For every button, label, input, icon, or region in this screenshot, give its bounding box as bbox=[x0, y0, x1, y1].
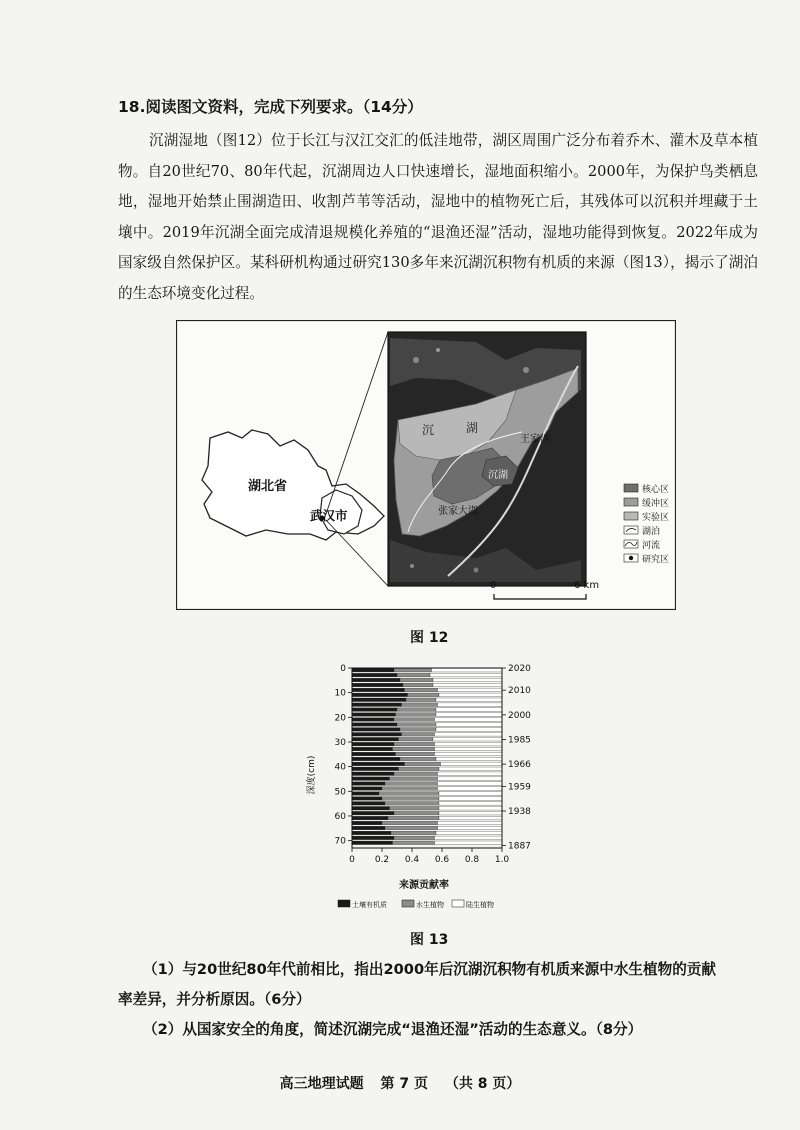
legend-river: 河流 bbox=[642, 541, 661, 551]
bar-segment-1-depth-58 bbox=[394, 811, 439, 815]
bar-segment-0-depth-20 bbox=[352, 718, 394, 722]
sub-question-1-line-1: （1）与20世纪80年代前相比，指出2000年后沉湖沉积物有机质来源中水生植物的贡献 bbox=[143, 961, 716, 978]
bar-segment-1-depth-48 bbox=[382, 787, 438, 791]
bar-segment-1-depth-70 bbox=[393, 841, 435, 845]
bar-segment-2-depth-26 bbox=[435, 733, 503, 737]
bar-segment-1-depth-38 bbox=[405, 762, 441, 766]
question-passage: 沉湖湿地（图12）位于长江与汉江交汇的低洼地带，湖区周围广泛分布着乔木、灌木及草本植物。自20世纪70、80年代起，沉湖周边人口快速增长，湿地面积缩小。2000年，为保护鸟类栖息地，湿地开始禁止围湖造田、收割芦苇等活动，湿地中的植物死亡后，其残体可以沉积并埋藏于土壤中。2019年沉湖全面完成清退规模化养殖的“退渔还湿”活动，湿地功能得到恢复。2022年成为国家级自然保护区。某科研机构通过研究130多年来沉湖沉积物有机质的来源（图13），揭示了湖泊的生态环境变化过程。 bbox=[118, 132, 758, 302]
bar-segment-1-depth-4 bbox=[400, 678, 433, 682]
bar-segment-0-depth-16 bbox=[352, 708, 397, 712]
year-tick-label: 2000 bbox=[508, 710, 531, 721]
y-tick-label: 70 bbox=[334, 836, 346, 847]
legend-buffer: 缓冲区 bbox=[642, 499, 670, 509]
figure-13-caption: 图 13 bbox=[410, 932, 449, 948]
bar-segment-0-depth-52 bbox=[352, 797, 382, 801]
y-tick-label: 0 bbox=[340, 664, 346, 674]
chart-legend bbox=[338, 900, 494, 909]
bar-segment-0-depth-8 bbox=[352, 688, 405, 692]
bar-segment-0-depth-36 bbox=[352, 757, 400, 761]
bar-segment-1-depth-36 bbox=[400, 757, 436, 761]
bar-segment-2-depth-58 bbox=[439, 811, 502, 815]
bar-segment-2-depth-34 bbox=[435, 752, 503, 756]
bar-segment-2-depth-4 bbox=[433, 678, 502, 682]
bar-segment-0-depth-70 bbox=[352, 841, 393, 845]
legend-lake: 湖泊 bbox=[642, 527, 661, 537]
lake-label-wangjiashe: 王家涉 bbox=[520, 434, 550, 445]
bar-segment-1-depth-20 bbox=[394, 718, 435, 722]
bar-segment-1-depth-60 bbox=[388, 816, 439, 820]
x-tick-label: 0 bbox=[349, 855, 355, 865]
x-tick-label: 0.4 bbox=[404, 855, 420, 865]
bar-segment-2-depth-60 bbox=[439, 816, 502, 820]
scale-end: 6 km bbox=[574, 580, 600, 591]
bar-segment-0-depth-34 bbox=[352, 752, 396, 756]
legend-label-soil: 土壤有机质 bbox=[352, 901, 387, 909]
y-tick-label: 60 bbox=[334, 811, 346, 822]
bar-segment-2-depth-10 bbox=[439, 693, 502, 697]
bar-segment-2-depth-66 bbox=[436, 831, 502, 835]
bar-segment-0-depth-6 bbox=[352, 683, 403, 687]
bar-segment-0-depth-48 bbox=[352, 787, 382, 791]
bar-segment-1-depth-6 bbox=[403, 683, 433, 687]
legend-core: 核心区 bbox=[642, 485, 670, 495]
bar-segment-1-depth-30 bbox=[394, 742, 435, 746]
year-tick-label: 1887 bbox=[508, 841, 531, 852]
bar-segment-1-depth-54 bbox=[385, 802, 439, 806]
page-footer bbox=[0, 1073, 800, 1093]
footer-total: （共 8 页） bbox=[444, 1076, 521, 1092]
bar-segment-2-depth-24 bbox=[436, 728, 502, 732]
bar-segment-0-depth-50 bbox=[352, 792, 379, 796]
bar-segment-2-depth-54 bbox=[439, 802, 502, 806]
bar-segment-1-depth-2 bbox=[397, 673, 430, 677]
bar-segment-0-depth-66 bbox=[352, 831, 391, 835]
figure-12-map bbox=[176, 320, 676, 610]
bar-segment-2-depth-70 bbox=[435, 841, 503, 845]
lake-label-hu: 湖 bbox=[466, 421, 479, 435]
bar-segment-2-depth-42 bbox=[438, 772, 503, 776]
y-tick-label: 10 bbox=[334, 688, 346, 699]
legend-experimental: 实验区 bbox=[642, 513, 670, 523]
bar-segment-1-depth-42 bbox=[394, 772, 438, 776]
bar-segment-2-depth-62 bbox=[438, 821, 503, 825]
hubei-label: 湖北省 bbox=[248, 479, 288, 494]
bar-segment-0-depth-30 bbox=[352, 742, 394, 746]
bar-segment-1-depth-10 bbox=[408, 693, 440, 697]
bar-segment-0-depth-58 bbox=[352, 811, 394, 815]
sub-question-2: （2）从国家安全的角度，简述沉湖完成“退渔还湿”活动的生态意义。（8分） bbox=[143, 1021, 643, 1038]
y-tick-label: 30 bbox=[334, 737, 346, 748]
bar-segment-2-depth-0 bbox=[432, 668, 503, 672]
bar-segment-1-depth-14 bbox=[402, 703, 438, 707]
legend-swatch-terrestrial bbox=[452, 900, 464, 907]
bar-segment-1-depth-32 bbox=[393, 747, 435, 751]
bar-segment-2-depth-36 bbox=[436, 757, 502, 761]
bar-segment-2-depth-12 bbox=[436, 698, 502, 702]
bar-segment-1-depth-46 bbox=[385, 782, 438, 786]
bar-segment-1-depth-44 bbox=[390, 777, 438, 781]
bar-segment-1-depth-16 bbox=[397, 708, 436, 712]
bar-segment-1-depth-62 bbox=[382, 821, 438, 825]
bar-segment-1-depth-18 bbox=[396, 713, 437, 717]
year-tick-label: 1985 bbox=[508, 735, 531, 746]
bar-segment-0-depth-2 bbox=[352, 673, 397, 677]
bar-segment-1-depth-66 bbox=[391, 831, 436, 835]
sub-question-1-line-2: 率差异，并分析原因。（6分） bbox=[118, 991, 311, 1008]
bar-segment-2-depth-38 bbox=[441, 762, 503, 766]
bar-segment-1-depth-52 bbox=[382, 797, 439, 801]
bar-segment-2-depth-14 bbox=[438, 703, 503, 707]
year-tick-label: 2020 bbox=[508, 664, 531, 674]
bar-segment-1-depth-8 bbox=[405, 688, 438, 692]
year-tick-label: 1959 bbox=[508, 782, 531, 793]
scale-start: 0 bbox=[490, 580, 497, 591]
bar-segment-0-depth-68 bbox=[352, 836, 394, 840]
bar-segment-1-depth-22 bbox=[397, 723, 436, 727]
bar-segment-2-depth-68 bbox=[435, 836, 503, 840]
bar-segment-1-depth-64 bbox=[385, 826, 438, 830]
bar-segment-0-depth-32 bbox=[352, 747, 393, 751]
bar-segment-0-depth-46 bbox=[352, 782, 385, 786]
x-tick-label: 1.0 bbox=[494, 855, 510, 865]
bar-segment-0-depth-40 bbox=[352, 767, 399, 771]
bar-segment-0-depth-14 bbox=[352, 703, 402, 707]
x-tick-label: 0.2 bbox=[374, 855, 390, 865]
bar-segment-2-depth-44 bbox=[438, 777, 503, 781]
bar-segment-1-depth-12 bbox=[406, 698, 436, 702]
bar-segment-1-depth-68 bbox=[394, 836, 435, 840]
bar-segment-1-depth-24 bbox=[400, 728, 436, 732]
figure-13-chart bbox=[300, 660, 545, 915]
lake-label-chen: 沉 bbox=[422, 423, 435, 437]
bar-segment-2-depth-48 bbox=[438, 787, 503, 791]
bar-segment-2-depth-32 bbox=[435, 747, 503, 751]
figure-12-caption: 图 12 bbox=[410, 630, 449, 646]
bar-segment-0-depth-54 bbox=[352, 802, 385, 806]
bar-segment-1-depth-50 bbox=[379, 792, 439, 796]
x-tick-label: 0.8 bbox=[464, 855, 480, 865]
bar-segment-0-depth-42 bbox=[352, 772, 394, 776]
legend-label-aquatic: 水生植物 bbox=[416, 901, 444, 909]
bar-segment-2-depth-28 bbox=[433, 737, 502, 741]
bar-segment-2-depth-22 bbox=[436, 723, 502, 727]
bar-segment-1-depth-26 bbox=[402, 733, 435, 737]
bar-segment-1-depth-56 bbox=[390, 806, 440, 810]
bar-segment-2-depth-30 bbox=[435, 742, 503, 746]
bar-segment-2-depth-6 bbox=[433, 683, 502, 687]
bar-segment-2-depth-18 bbox=[436, 713, 502, 717]
bar-segment-1-depth-34 bbox=[396, 752, 435, 756]
year-tick-label: 1966 bbox=[508, 760, 531, 771]
bar-segment-2-depth-40 bbox=[439, 767, 502, 771]
bar-segment-0-depth-60 bbox=[352, 816, 388, 820]
bar-segment-0-depth-12 bbox=[352, 698, 406, 702]
legend-label-terrestrial: 陆生植物 bbox=[466, 901, 494, 909]
year-tick-label: 1938 bbox=[508, 807, 531, 818]
y-tick-label: 50 bbox=[334, 787, 346, 798]
y-tick-label: 20 bbox=[334, 713, 346, 724]
legend-swatch-soil bbox=[338, 900, 350, 907]
x-axis-label: 来源贡献率 bbox=[399, 880, 449, 891]
bar-segment-2-depth-50 bbox=[439, 792, 502, 796]
lake-label-zhangjiadahu: 张家大湖 bbox=[438, 506, 478, 517]
bar-segment-2-depth-56 bbox=[439, 806, 502, 810]
wuhan-label: 武汉市 bbox=[310, 508, 348, 523]
bar-segment-1-depth-28 bbox=[399, 737, 434, 741]
bar-segment-0-depth-26 bbox=[352, 733, 402, 737]
bar-segment-0-depth-24 bbox=[352, 728, 400, 732]
bar-segment-1-depth-40 bbox=[399, 767, 440, 771]
bar-segment-2-depth-52 bbox=[439, 797, 502, 801]
bar-segment-2-depth-64 bbox=[438, 826, 503, 830]
bar-segment-0-depth-38 bbox=[352, 762, 405, 766]
question-header: 18.阅读图文资料，完成下列要求。（14分） bbox=[118, 98, 423, 116]
bar-segment-0-depth-0 bbox=[352, 668, 394, 672]
year-tick-label: 2010 bbox=[508, 686, 531, 697]
legend-study-area: 研究区 bbox=[642, 555, 670, 565]
bar-segment-1-depth-0 bbox=[394, 668, 432, 672]
y-tick-label: 40 bbox=[334, 762, 346, 773]
bar-segment-0-depth-18 bbox=[352, 713, 396, 717]
bar-segment-2-depth-16 bbox=[436, 708, 502, 712]
bar-segment-0-depth-62 bbox=[352, 821, 382, 825]
bar-segment-2-depth-8 bbox=[438, 688, 503, 692]
bar-segment-0-depth-10 bbox=[352, 693, 408, 697]
x-tick-label: 0.6 bbox=[434, 855, 450, 865]
bar-segment-2-depth-20 bbox=[435, 718, 503, 722]
bar-segment-0-depth-64 bbox=[352, 826, 385, 830]
lake-label-chenhu: 沉湖 bbox=[488, 470, 508, 481]
bar-segment-0-depth-44 bbox=[352, 777, 390, 781]
footer-page: 第 7 页 bbox=[380, 1076, 428, 1092]
bar-segment-0-depth-22 bbox=[352, 723, 397, 727]
bar-segment-0-depth-4 bbox=[352, 678, 400, 682]
y-axis-label: 深度(cm) bbox=[307, 755, 317, 795]
legend-swatch-aquatic bbox=[402, 900, 414, 907]
bar-segment-0-depth-28 bbox=[352, 737, 399, 741]
bar-segment-2-depth-46 bbox=[438, 782, 503, 786]
bar-segment-2-depth-2 bbox=[430, 673, 502, 677]
footer-title: 高三地理试题 bbox=[279, 1076, 364, 1092]
bar-segment-0-depth-56 bbox=[352, 806, 390, 810]
